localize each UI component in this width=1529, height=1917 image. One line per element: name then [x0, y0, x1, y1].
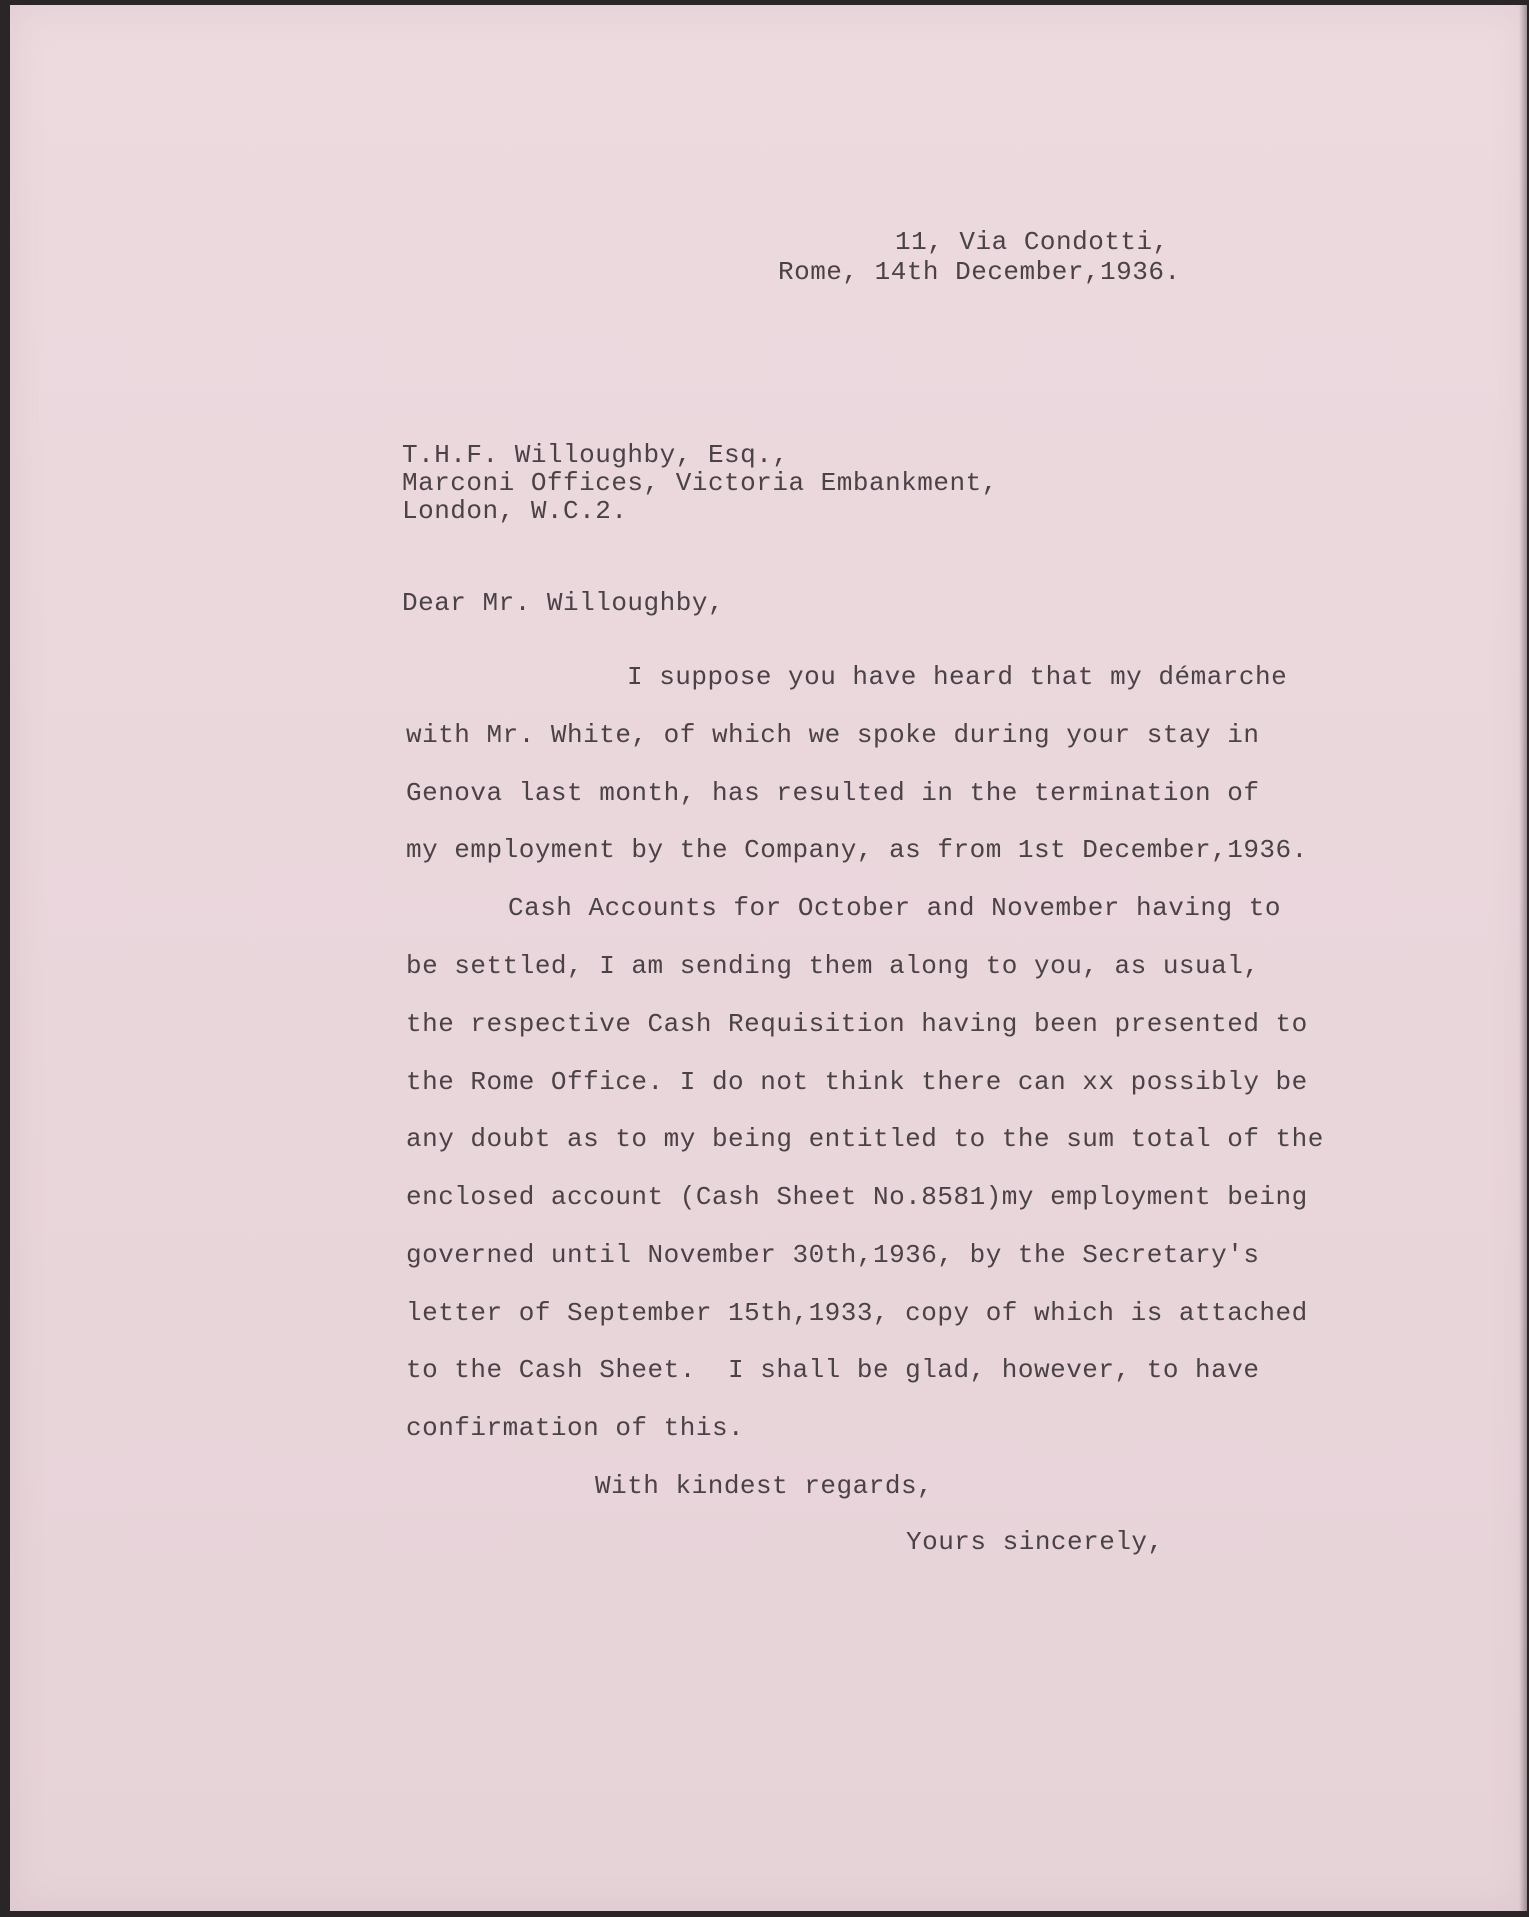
- salutation: Dear Mr. Willoughby,: [402, 588, 725, 618]
- body-line: be settled, I am sending them along to you, as usual,: [406, 951, 1260, 981]
- sender-address-line-2: Rome, 14th December,1936.: [778, 257, 1181, 287]
- closing: With kindest regards,: [595, 1471, 934, 1501]
- body-line: Cash Accounts for October and November having to: [508, 893, 1281, 923]
- body-line: any doubt as to my being entitled to the sum total of the: [406, 1124, 1324, 1154]
- sender-address-line-1: 11, Via Condotti,: [895, 227, 1169, 257]
- body-line: enclosed account (Cash Sheet No.8581)my employment being: [406, 1182, 1308, 1212]
- body-line: governed until November 30th,1936, by the Secretary's: [406, 1240, 1260, 1270]
- signoff: Yours sincerely,: [906, 1527, 1164, 1557]
- body-line: I suppose you have heard that my démarche: [627, 662, 1288, 692]
- body-line: confirmation of this.: [406, 1413, 745, 1443]
- body-line: my employment by the Company, as from 1st December,1936.: [406, 835, 1308, 865]
- body-line: with Mr. White, of which we spoke during your stay in: [406, 720, 1260, 750]
- body-line: letter of September 15th,1933, copy of which is attached: [406, 1298, 1308, 1328]
- recipient-name: T.H.F. Willoughby, Esq.,: [402, 440, 789, 470]
- body-line: the respective Cash Requisition having been presented to: [406, 1009, 1308, 1039]
- body-line: Genova last month, has resulted in the termination of: [406, 778, 1260, 808]
- letter-page: [10, 5, 1527, 1911]
- recipient-address-line-2: London, W.C.2.: [402, 496, 628, 526]
- body-line: the Rome Office. I do not think there can xx possibly be: [406, 1067, 1308, 1097]
- body-line: to the Cash Sheet. I shall be glad, however, to have: [406, 1355, 1260, 1385]
- page-edge-shadow: [1519, 5, 1527, 1911]
- recipient-address-line-1: Marconi Offices, Victoria Embankment,: [402, 468, 998, 498]
